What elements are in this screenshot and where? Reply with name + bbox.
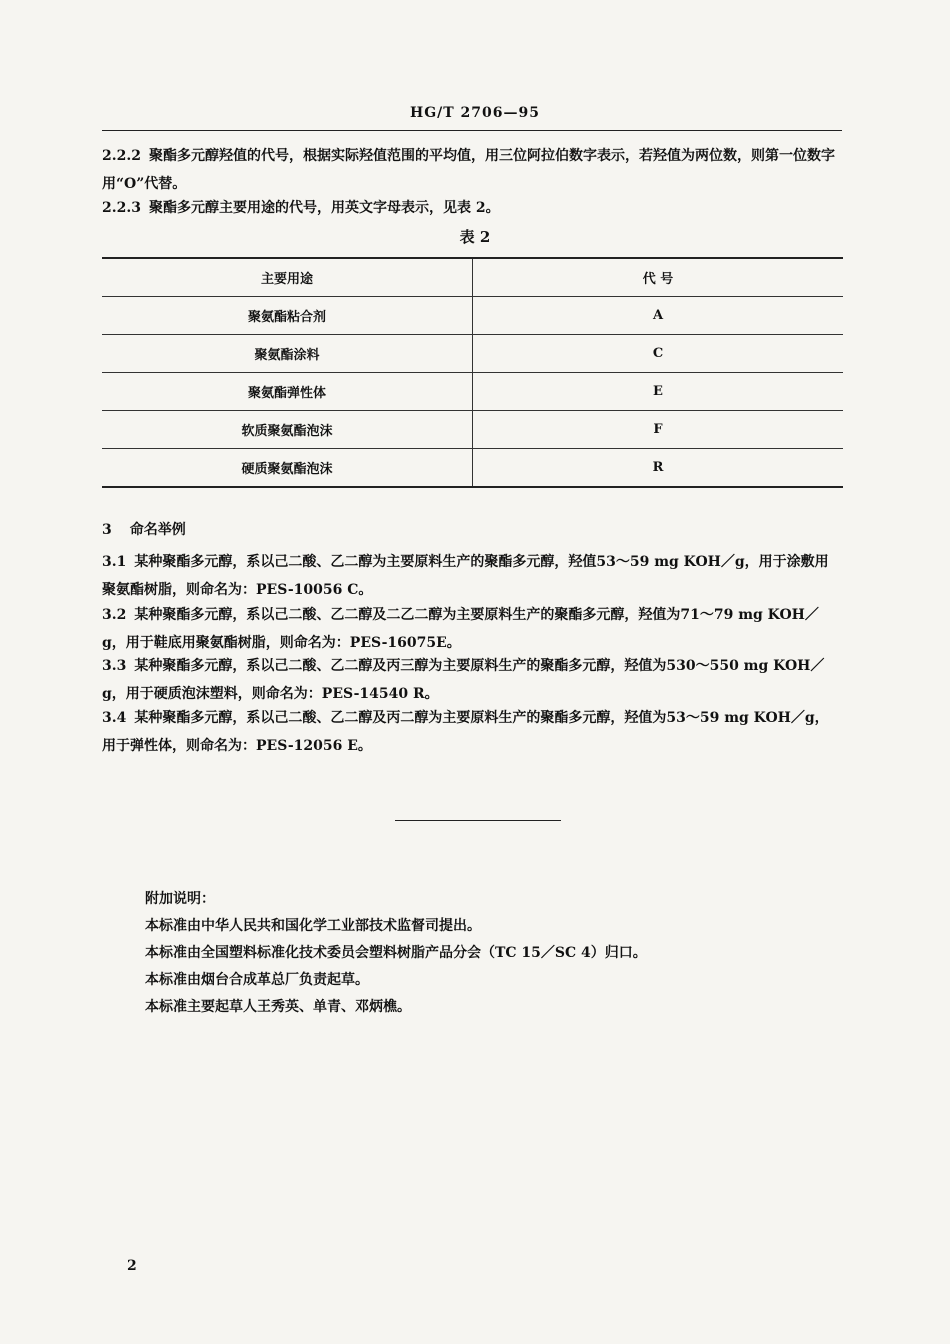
example-text: 某种聚酯多元醇，系以己二酸、乙二醇及二乙二醇为主要原料生产的聚酯多元醇，羟值为71～79 mg KOH／g，用于鞋底用聚氨酯树脂，则命名为：PES-16075E。 <box>102 607 819 651</box>
usage-cell: 软质聚氨酯泡沫 <box>102 411 473 449</box>
clause-text: 聚酯多元醇羟值的代号，根据实际羟值范围的平均值，用三位阿拉伯数字表示，若羟值为两位数，则第一位数字用“O”代替。 <box>102 148 835 192</box>
example-number: 3.3 <box>102 658 127 674</box>
page-number: 2 <box>127 1258 137 1274</box>
code-cell: R <box>473 449 844 488</box>
table-row <box>102 335 843 373</box>
table-row <box>102 297 843 335</box>
table-caption: 表 2 <box>459 228 491 246</box>
clause-text: 聚酯多元醇主要用途的代号，用英文字母表示，见表 2。 <box>148 200 500 216</box>
example-3-3 <box>102 652 842 708</box>
example-number: 3.4 <box>102 710 127 726</box>
header-usage: 主要用途 <box>102 258 473 297</box>
note-line: 本标准由全国塑料标准化技术委员会塑料树脂产品分会（TC 15／SC 4）归口。 <box>145 945 647 961</box>
clause-number: 2.2.3 <box>102 200 141 216</box>
note-line: 本标准主要起草人王秀英、单青、邓炳樵。 <box>145 999 411 1015</box>
table-row <box>102 373 843 411</box>
section-number: 3 <box>102 522 112 538</box>
example-3-1 <box>102 548 842 604</box>
section-3-heading <box>102 516 842 544</box>
table-2 <box>102 257 843 488</box>
usage-cell: 聚氨酯弹性体 <box>102 373 473 411</box>
header-rule <box>102 130 842 131</box>
example-3-2 <box>102 601 842 657</box>
table-row <box>102 449 843 488</box>
example-text: 某种聚酯多元醇，系以己二酸、乙二醇为主要原料生产的聚酯多元醇，羟值53～59 mg KOH／g，用于涂敷用聚氨酯树脂，则命名为：PES-10056 C。 <box>102 554 829 598</box>
table-header-row <box>102 258 843 297</box>
section-title: 命名举例 <box>129 522 186 538</box>
usage-cell: 聚氨酯粘合剂 <box>102 297 473 335</box>
code-cell: C <box>473 335 844 373</box>
clause-2-2-2 <box>102 142 842 198</box>
note-line: 本标准由中华人民共和国化学工业部技术监督司提出。 <box>145 918 481 934</box>
note-line: 本标准由烟台合成革总厂负责起草。 <box>145 972 369 988</box>
table-row <box>102 411 843 449</box>
example-number: 3.1 <box>102 554 127 570</box>
clause-2-2-3 <box>102 194 842 222</box>
usage-cell: 聚氨酯涂料 <box>102 335 473 373</box>
example-text: 某种聚酯多元醇，系以己二酸、乙二醇及丙二醇为主要原料生产的聚酯多元醇，羟值为53～59 mg KOH／g，用于弹性体，则命名为：PES-12056 E。 <box>102 710 829 754</box>
clause-number: 2.2.2 <box>102 148 141 164</box>
notes-title: 附加说明： <box>145 891 215 907</box>
usage-cell: 硬质聚氨酯泡沫 <box>102 449 473 488</box>
section-separator <box>395 820 561 821</box>
example-number: 3.2 <box>102 607 127 623</box>
header-code: 代 号 <box>473 258 844 297</box>
code-cell: A <box>473 297 844 335</box>
example-text: 某种聚酯多元醇，系以己二酸、乙二醇及丙三醇为主要原料生产的聚酯多元醇，羟值为530～550 mg KOH／g，用于硬质泡沫塑料，则命名为：PES-14540 R。 <box>102 658 825 702</box>
code-cell: E <box>473 373 844 411</box>
example-3-4 <box>102 704 842 760</box>
code-cell: F <box>473 411 844 449</box>
document-code-header: HG/T 2706—95 <box>409 105 541 121</box>
